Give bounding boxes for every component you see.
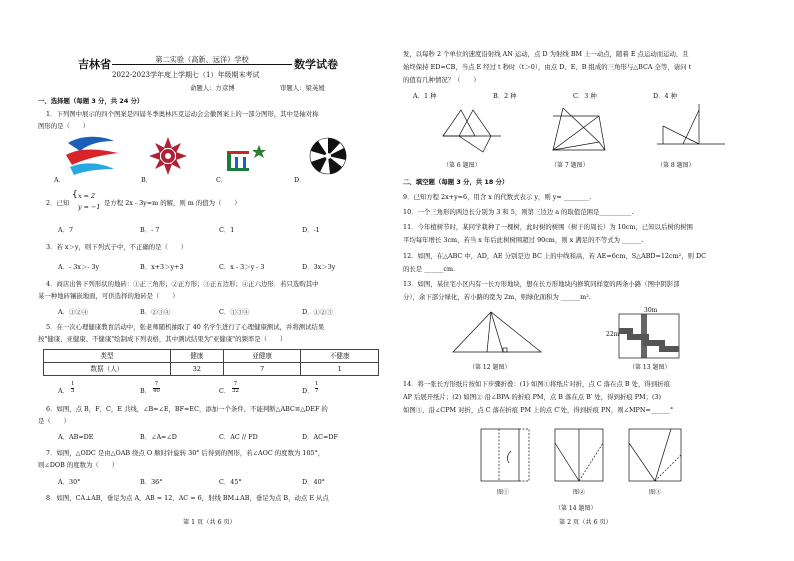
option-label: B．36° <box>140 478 163 486</box>
figure-13 <box>619 314 681 360</box>
school-name: 第二实验（高新、远洋）学校 <box>112 55 292 65</box>
question-text: 图形的是（ ） <box>38 122 90 130</box>
question-text: 按"健康、亚健康、不健康"绘制成下列表格，其中测试结果为"亚健康"的频率是（ ） <box>38 335 287 343</box>
option-label: B．②③④ <box>140 308 171 316</box>
option-label: B． <box>140 387 152 395</box>
question-text: 14．将一张长方形纸片按如下步骤折叠：(1) 如图①将纸片对折，点 C 落在点 B 处，得到折痕 <box>403 380 670 388</box>
question-text: 4．商店出售下列形状的地砖：①正三角形；②正方形；③正五边形；④正六边形．若只选购其中 <box>46 280 319 288</box>
option-label: D．AC=DF <box>302 433 338 441</box>
figure-12 <box>447 306 547 362</box>
option-label: D．3x＞3y <box>302 263 336 271</box>
page-footer: 第 1 页（共 6 页） <box>183 519 236 526</box>
figure-caption: （第 13 题图） <box>629 364 671 371</box>
olympic-logo-a <box>62 135 122 175</box>
option-label: C． <box>219 387 231 395</box>
option-label: B．- 7 <box>140 226 160 234</box>
author: 命题人：方彦博 <box>190 84 235 92</box>
fraction: 1 3 <box>71 381 75 394</box>
table-cell: 类型 <box>44 350 171 363</box>
dimension-label: 22m <box>606 331 620 338</box>
question-text: 8．如图，CA⊥AB，垂足为点 A，AB = 12，AC = 6，射线 BM⊥AB，垂足为点 B，动点 E 从点 <box>46 494 329 502</box>
figure-14-step3 <box>625 425 687 487</box>
question-text: 某一种地砖镶嵌地面，可供选择的地砖是（ ） <box>38 292 179 300</box>
figure-caption: （第 8 题图） <box>657 162 695 169</box>
table-cell: 亚健康 <box>223 350 301 363</box>
question-text: 平均每年增长 3cm，若当 x 年后此树树围超过 90cm，则 x 满足的不等式为 ______. <box>403 236 644 244</box>
question-text: 是方程 2x - 3y=m 的解，则 m 的值为（ ） <box>104 199 241 207</box>
option-label: A．7 <box>58 226 74 234</box>
question-text: 9．已知方程 2x+y=6，用含 x 的代数式表示 y，则 y= ________. <box>403 193 592 201</box>
question-text: 10．一个三角形的两边长分别为 3 和 5，则第三边边 a 的取值范围是__________. <box>403 208 634 216</box>
figure-caption: （第 7 题图） <box>551 162 589 169</box>
question-text: 发，以每秒 2 个单位的速度沿射线 AN 运动，点 D 为射线 BM 上一动点，随着 E 点运动而运动，且 <box>403 50 689 58</box>
option-label: A．- 3x＞- 3y <box>58 263 100 271</box>
question-text: 13．如图，某住宅小区内有一长方形地块，想在长方形地块内修筑同样宽的两条小路（图中阴影部 <box>403 280 680 288</box>
question-text: 3．若 x＞y，则下列式子中，不正确的是（ ） <box>46 243 188 251</box>
question-text: 分），余下部分绿化，若小路的宽为 2m，则绿化面积为 ______m². <box>403 293 591 301</box>
option-label: C．AC // FD <box>219 433 258 441</box>
page-footer: 第 2 页（共 6 页） <box>559 519 612 526</box>
option-label: D．①②③ <box>302 308 333 316</box>
option-label: D．-1 <box>302 226 320 234</box>
system-eq2: y = −1 <box>78 203 101 211</box>
fraction: 1 7 <box>315 381 319 394</box>
system-eq1: x = 2 <box>78 192 96 200</box>
option-label: B．∠A=∠D <box>140 433 177 441</box>
exam-subject: 数学试卷 <box>294 58 338 71</box>
table-cell: 1 <box>301 363 379 376</box>
option-label: C．3 种 <box>573 92 597 100</box>
question-text: 1．下列图中展示的四个图案是四届冬季奥林匹克运动会会徽图案上的一部分图形，其中是轴对称 <box>46 110 319 118</box>
figure-label: 图② <box>573 489 586 496</box>
table-cell: 不健康 <box>301 350 379 363</box>
olympic-logo-d <box>308 136 348 176</box>
reviewer: 审题人：梁英媛 <box>280 84 325 92</box>
section-heading: 一、选择题（每题 3 分，共 24 分） <box>38 97 144 105</box>
option-label: A．1 种 <box>413 92 437 100</box>
question-text: 2．已知 <box>46 199 70 207</box>
figure-label: 图③ <box>649 489 662 496</box>
table-cell: 7 <box>223 363 301 376</box>
option-label: C．①③④ <box>219 308 250 316</box>
option-label: C．x - 3＞y - 3 <box>219 263 265 271</box>
question-text: 则∠DOB 的度数为（ ） <box>38 461 118 469</box>
figure-6 <box>439 104 509 159</box>
figure-14-step2 <box>551 425 611 487</box>
question-text: 的长是 ______cm. <box>403 265 456 273</box>
option-label: A．①②④ <box>58 308 89 316</box>
option-label: B． <box>141 176 153 184</box>
province: 吉林省 <box>78 58 111 71</box>
figure-caption: （第 14 题图） <box>555 505 597 512</box>
question-text: 6．如图，点 B，F，C，E 共线，∠B=∠E，BF=EC，添加一个条件，不能判断△ABC≌△DEF 的 <box>46 405 328 413</box>
option-label: A．AB=DE <box>58 433 94 441</box>
brace: { <box>72 190 78 200</box>
option-label: C．45° <box>219 478 242 486</box>
exam-term: 2022-2023学年度上学期七（1）年级期末考试 <box>112 71 260 79</box>
option-label: D． <box>294 176 306 184</box>
olympic-logo-b <box>148 136 188 176</box>
question-text: 是（ ） <box>38 417 70 425</box>
question-text: 7．如图，△ODC 是由△OAB 绕点 O 顺时针旋转 30° 后得到的图形，若∠AOC 的度数为 105°， <box>46 449 325 457</box>
option-label: B．2 种 <box>493 92 517 100</box>
table-cell: 数据（人） <box>44 363 171 376</box>
option-label: D． <box>302 387 314 395</box>
question-text: 的值有几种情况？（ ） <box>403 76 480 84</box>
question-text: 如图③，沿∠CPM 对折，点 C 落在折痕 PM 上的点 C′处，得到折痕 PN，则∠MPN=______° <box>403 406 674 414</box>
section-heading: 二、填空题（每题 3 分，共 18 分） <box>403 178 509 186</box>
figure-label: 图① <box>497 489 510 496</box>
fraction: 7 40 <box>153 381 160 394</box>
fraction: 7 32 <box>232 381 239 394</box>
question-text: 始终保持 ED=CB，当点 E 经过 t 秒时（t＞0），由点 D、E、B 组成的三角形与△BCA 全等，请问 t <box>403 63 692 71</box>
dimension-label: 30m <box>644 307 658 314</box>
table-cell: 健康 <box>170 350 223 363</box>
page-right <box>397 0 794 561</box>
question-text: 5．在一次心理健康教育活动中，张老师随机抽取了 40 名学生进行了心理健康测试，并将测试结果 <box>46 323 325 331</box>
question-text: AP 后展开纸片；(2) 如图② 沿∠BPA 的折痕 PM，点 B 落在点 B′ 处，得到折痕 PM；(3) <box>403 393 662 401</box>
option-label: D．40° <box>302 478 325 486</box>
figure-caption: （第 12 题图） <box>469 364 511 371</box>
figure-7 <box>537 102 609 158</box>
option-label: B．x+3＞y+3 <box>140 263 184 271</box>
option-label: A．30° <box>58 478 81 486</box>
option-label: A． <box>54 176 66 184</box>
table-row <box>44 363 379 376</box>
figure-caption: （第 6 题图） <box>443 162 481 169</box>
figure-14-step1 <box>477 425 533 487</box>
olympic-logo-c <box>225 143 269 173</box>
data-table <box>43 349 379 376</box>
option-label: C．1 <box>219 226 235 234</box>
table-header-row <box>44 350 379 363</box>
option-label: A． <box>58 387 70 395</box>
question-text: 12．如图，在△ABC 中，AD，AE 分别是边 BC 上的中线和高，若 AE=6cm，S△ABD=12cm²，则 DC <box>403 252 707 260</box>
figure-8 <box>653 100 733 158</box>
question-text: 11．今年植树节时，某同学栽种了一棵树，此时树的树围（树干的周长）为 10cm，已知以后树的树围 <box>403 223 693 231</box>
option-label: C． <box>216 176 228 184</box>
table-cell: 32 <box>170 363 223 376</box>
option-label: D．4 种 <box>653 92 678 100</box>
